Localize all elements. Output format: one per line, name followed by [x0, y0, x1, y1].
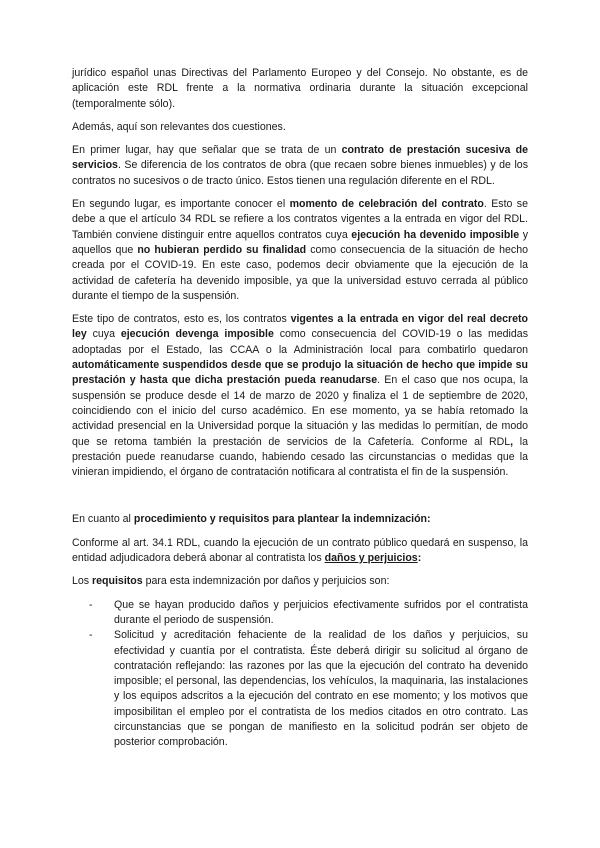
section-spacer [72, 488, 528, 512]
bullet-marker: - [89, 598, 93, 611]
document-page [72, 66, 528, 751]
paragraph-7-bold-c: : [417, 552, 422, 565]
paragraph-5-bold-d: ejecución devenga imposible [120, 328, 274, 341]
paragraph-8-text-c: para esta indemnización por daños y perjuicios son: [142, 575, 390, 588]
paragraph-5-text-i: la prestación puede reanudarse cuando, habiendo cesado las circunstancias o medidas que la vinieran impidiendo, el órgano de contratación notificara al contratista el fin de la suspensión. [72, 435, 528, 479]
bullet-marker: - [89, 629, 93, 642]
paragraph-3 [72, 143, 528, 189]
paragraph-5 [72, 312, 528, 480]
paragraph-6-bold-b: procedimiento y requisitos para plantear la indemnización: [133, 513, 431, 526]
requirements-list [72, 598, 528, 751]
paragraph-4 [72, 197, 528, 304]
paragraph-4-bold-f: no hubieran perdido su finalidad [137, 243, 307, 256]
paragraph-3-text-a: En primer lugar, hay que señalar que se trata de un [72, 144, 342, 157]
paragraph-7-underline-b: daños y perjuicios [324, 552, 418, 565]
list-item [72, 598, 528, 629]
paragraph-8 [72, 574, 528, 589]
paragraph-4-text-c: . Esto se debe a que el artículo 34 RDL se refiere a los contratos vigentes a la entrada en vigor del RDL. También conviene distinguir entre aquellos contratos cuya [72, 198, 529, 241]
paragraph-5-bold-h: , [510, 435, 514, 448]
paragraph-4-bold-b: momento de celebración del contrato [289, 198, 484, 211]
paragraph-8-bold-b: requisitos [92, 575, 143, 588]
paragraph-6-text-a: En cuanto al [72, 513, 134, 526]
list-item-text: Solicitud y acreditación fehaciente de la realidad de los daños y perjuicios, su efectividad y cuantía por el contratista. Éste deberá dirigir su solicitud al órgano de contratación reflejando: las razones por las que la ejecución del contrato ha devenido imposible; el personal, las dependencias, los vehículos, la maquinaria, las instalaciones y los equipos adscritos a la ejecución del contrato en ese momento; y los motivos que imposibilitan el empleo por el contratista de los medios citados en otro contrato. Las circunstancias que se pongan de manifiesto en la solicitud podrán ser objeto de posterior comprobación. [114, 629, 528, 749]
paragraph-4-bold-d: ejecución ha devenido imposible [351, 228, 520, 241]
paragraph-1: jurídico español unas Directivas del Parlamento Europeo y del Consejo. No obstante, es de aplicación este RDL frente a la normativa ordinaria durante la situación excepcional (temporalmente sólo). [72, 67, 528, 110]
paragraph-2: Además, aquí son relevantes dos cuestiones. [72, 120, 286, 133]
paragraph-6 [72, 512, 528, 527]
paragraph-8-text-a: Los [72, 575, 93, 588]
paragraph-3-bold-b: contrato de prestación sucesiva de servicios [72, 144, 528, 172]
paragraph-4-text-a: En segundo lugar, es importante conocer el [72, 198, 290, 211]
paragraph-5-bold-f: automáticamente suspendidos desde que se produjo la situación de hecho que impide su prestación y hasta que dicha prestación pueda reanudarse [72, 359, 528, 387]
paragraph-3-text-c: . Se diferencia de los contratos de obra (que recaen sobre bienes inmuebles) y de los contratos no sucesivos o de tracto único. Estos tienen una regulación diferente en el RDL. [72, 159, 528, 187]
paragraph-4-text-e: y aquellos que [72, 228, 528, 256]
paragraph-5-text-a: Este tipo de contratos, esto es, los contratos [72, 313, 291, 326]
list-item-text: Que se hayan producido daños y perjuicios efectivamente sufridos por el contratista durante el periodo de suspensión. [114, 598, 528, 626]
paragraph-5-text-e: como consecuencia del COVID-19 o las medidas adoptadas por el Estado, las CCAA o la Administración local para combatirlo quedaron [72, 328, 528, 356]
list-item [72, 628, 528, 750]
paragraph-5-text-g: . En el caso que nos ocupa, la suspensión se produce desde el 14 de marzo de 2020 y finaliza el 1 de septiembre de 2020, coincidiendo con el inicio del curso académico. En ese momento, ya se había retomado la actividad presencial en la Universidad porque la situación y las medidas lo permitían, de modo que se retoma también la prestación de servicios de la Cafetería. Conforme al RDL [72, 374, 529, 448]
paragraph-7 [72, 536, 528, 567]
paragraph-5-bold-b: vigentes a la entrada en vigor del real decreto ley [72, 313, 528, 341]
paragraph-4-text-g: como consecuencia de la situación de hecho creada por el COVID-19. En este caso, podemos decir obviamente que la ejecución de la actividad de cafetería ha devenido imposible, ya que la universidad estuvo cerrada al público durante el tiempo de la suspensión. [72, 243, 528, 302]
paragraph-5-text-c: cuya [86, 328, 121, 341]
paragraph-7-text-a: Conforme al art. 34.1 RDL, cuando la ejecución de un contrato público quedará en suspenso, la entidad adjudicadora deberá abonar al contratista los [72, 536, 528, 565]
